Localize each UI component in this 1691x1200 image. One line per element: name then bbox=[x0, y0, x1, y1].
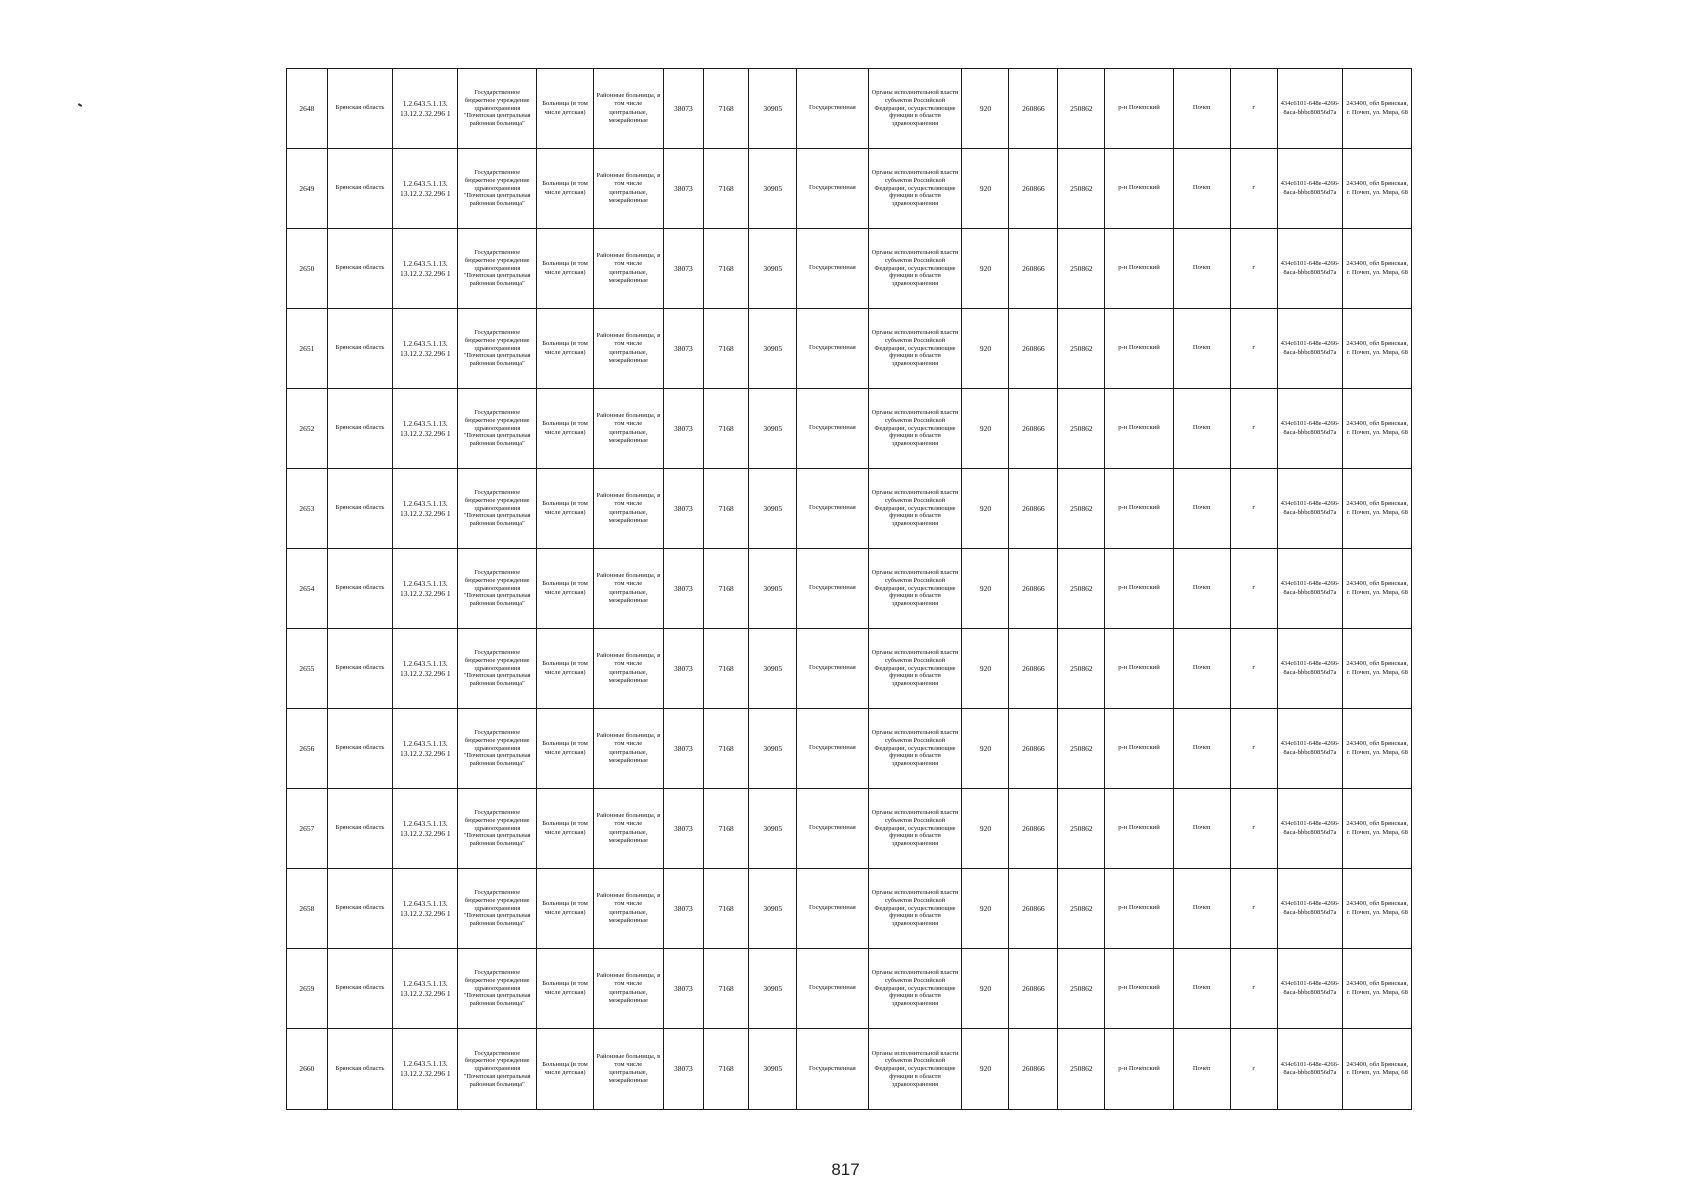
cell-category: Районные больницы, в том числе центральные, межрайонные bbox=[594, 549, 663, 629]
cell-address: 243400, обл Брянская, г. Почеп, ул. Мира, 68 bbox=[1343, 869, 1412, 949]
cell-category: Районные больницы, в том числе центральные, межрайонные bbox=[594, 229, 663, 309]
cell-code-6: 250862 bbox=[1058, 309, 1105, 389]
cell-district: р-н Почепский bbox=[1105, 309, 1173, 389]
cell-organization-name: Государственное бюджетное учреждение здравоохранения "Почепская центральная районная больница" bbox=[458, 469, 537, 549]
cell-address: 243400, обл Брянская, г. Почеп, ул. Мира, 68 bbox=[1343, 309, 1412, 389]
cell-authority: Органы исполнительной власти субъектов Российской Федерации, осуществляющие функции в области здравоохранения bbox=[868, 1029, 962, 1110]
cell-code-6: 250862 bbox=[1058, 949, 1105, 1029]
cell-authority: Органы исполнительной власти субъектов Российской Федерации, осуществляющие функции в области здравоохранения bbox=[868, 549, 962, 629]
table-row bbox=[287, 309, 1482, 389]
cell-code-6: 250862 bbox=[1058, 629, 1105, 709]
table-row bbox=[287, 629, 1482, 709]
cell-city-type: г bbox=[1230, 389, 1277, 469]
cell-code-5: 260866 bbox=[1009, 709, 1058, 789]
cell-code-6: 250862 bbox=[1058, 149, 1105, 229]
cell-ownership: Государственная bbox=[797, 949, 868, 1029]
cell-city-type: г bbox=[1230, 229, 1277, 309]
cell-code-2: 7168 bbox=[704, 389, 749, 469]
cell-guid: 434c6101-648e-4266-8aca-bbbc80856d7a bbox=[1277, 869, 1342, 949]
cell-organization-type: Больница (в том числе детская) bbox=[536, 869, 593, 949]
cell-organization-name: Государственное бюджетное учреждение здравоохранения "Почепская центральная районная больница" bbox=[458, 549, 537, 629]
cell-code-2: 7168 bbox=[704, 309, 749, 389]
cell-code-4: 920 bbox=[962, 309, 1009, 389]
cell-code-6: 250862 bbox=[1058, 549, 1105, 629]
cell-row-number: 2650 bbox=[287, 229, 328, 309]
cell-code-6: 250862 bbox=[1058, 869, 1105, 949]
cell-category: Районные больницы, в том числе центральные, межрайонные bbox=[594, 469, 663, 549]
cell-organization-name: Государственное бюджетное учреждение здравоохранения "Почепская центральная районная больница" bbox=[458, 69, 537, 149]
cell-organization-name: Государственное бюджетное учреждение здравоохранения "Почепская центральная районная больница" bbox=[458, 229, 537, 309]
cell-address: 243400, обл Брянская, г. Почеп, ул. Мира, 68 bbox=[1343, 949, 1412, 1029]
cell-district: р-н Почепский bbox=[1105, 469, 1173, 549]
cell-oid-code: 1.2.643.5.1.13. 13.12.2.32.296 1 bbox=[393, 229, 458, 309]
cell-code-5: 260866 bbox=[1009, 869, 1058, 949]
cell-code-5: 260866 bbox=[1009, 309, 1058, 389]
cell-address: 243400, обл Брянская, г. Почеп, ул. Мира, 68 bbox=[1343, 1029, 1412, 1110]
cell-code-4: 920 bbox=[962, 709, 1009, 789]
registry-table-body bbox=[287, 69, 1482, 1110]
cell-organization-name: Государственное бюджетное учреждение здравоохранения "Почепская центральная районная больница" bbox=[458, 709, 537, 789]
table-row bbox=[287, 229, 1482, 309]
cell-code-2: 7168 bbox=[704, 549, 749, 629]
cell-organization-type: Больница (в том числе детская) bbox=[536, 309, 593, 389]
page-number: 817 bbox=[831, 1160, 860, 1179]
cell-code-3: 30905 bbox=[749, 309, 797, 389]
cell-oid-code: 1.2.643.5.1.13. 13.12.2.32.296 1 bbox=[393, 149, 458, 229]
table-row bbox=[287, 1029, 1482, 1110]
cell-code-6: 250862 bbox=[1058, 69, 1105, 149]
cell-district: р-н Почепский bbox=[1105, 629, 1173, 709]
cell-region: Брянская область bbox=[327, 1029, 392, 1110]
cell-city: Почеп bbox=[1173, 309, 1230, 389]
cell-oid-code: 1.2.643.5.1.13. 13.12.2.32.296 1 bbox=[393, 469, 458, 549]
cell-code-3: 30905 bbox=[749, 469, 797, 549]
cell-address: 243400, обл Брянская, г. Почеп, ул. Мира, 68 bbox=[1343, 709, 1412, 789]
cell-city: Почеп bbox=[1173, 869, 1230, 949]
table-row bbox=[287, 469, 1482, 549]
cell-code-1: 38073 bbox=[663, 709, 704, 789]
cell-code-3: 30905 bbox=[749, 549, 797, 629]
cell-category: Районные больницы, в том числе центральные, межрайонные bbox=[594, 629, 663, 709]
cell-code-5: 260866 bbox=[1009, 389, 1058, 469]
cell-authority: Органы исполнительной власти субъектов Российской Федерации, осуществляющие функции в области здравоохранения bbox=[868, 309, 962, 389]
cell-category: Районные больницы, в том числе центральные, межрайонные bbox=[594, 149, 663, 229]
cell-code-4: 920 bbox=[962, 1029, 1009, 1110]
cell-organization-name: Государственное бюджетное учреждение здравоохранения "Почепская центральная районная больница" bbox=[458, 309, 537, 389]
cell-region: Брянская область bbox=[327, 949, 392, 1029]
cell-authority: Органы исполнительной власти субъектов Российской Федерации, осуществляющие функции в области здравоохранения bbox=[868, 149, 962, 229]
cell-city-type: г bbox=[1230, 469, 1277, 549]
cell-code-6: 250862 bbox=[1058, 789, 1105, 869]
cell-guid: 434c6101-648e-4266-8aca-bbbc80856d7a bbox=[1277, 389, 1342, 469]
cell-organization-type: Больница (в том числе детская) bbox=[536, 709, 593, 789]
cell-row-number: 2655 bbox=[287, 629, 328, 709]
cell-city: Почеп bbox=[1173, 949, 1230, 1029]
cell-code-5: 260866 bbox=[1009, 1029, 1058, 1110]
cell-city-type: г bbox=[1230, 789, 1277, 869]
cell-city-type: г bbox=[1230, 69, 1277, 149]
cell-organization-type: Больница (в том числе детская) bbox=[536, 389, 593, 469]
cell-guid: 434c6101-648e-4266-8aca-bbbc80856d7a bbox=[1277, 1029, 1342, 1110]
cell-code-4: 920 bbox=[962, 389, 1009, 469]
cell-oid-code: 1.2.643.5.1.13. 13.12.2.32.296 1 bbox=[393, 309, 458, 389]
cell-code-6: 250862 bbox=[1058, 389, 1105, 469]
cell-guid: 434c6101-648e-4266-8aca-bbbc80856d7a bbox=[1277, 549, 1342, 629]
cell-city: Почеп bbox=[1173, 229, 1230, 309]
cell-organization-name: Государственное бюджетное учреждение здравоохранения "Почепская центральная районная больница" bbox=[458, 869, 537, 949]
cell-category: Районные больницы, в том числе центральные, межрайонные bbox=[594, 949, 663, 1029]
cell-code-4: 920 bbox=[962, 869, 1009, 949]
cell-oid-code: 1.2.643.5.1.13. 13.12.2.32.296 1 bbox=[393, 389, 458, 469]
table-row bbox=[287, 949, 1482, 1029]
cell-address: 243400, обл Брянская, г. Почеп, ул. Мира, 68 bbox=[1343, 469, 1412, 549]
cell-oid-code: 1.2.643.5.1.13. 13.12.2.32.296 1 bbox=[393, 869, 458, 949]
cell-code-1: 38073 bbox=[663, 69, 704, 149]
cell-organization-type: Больница (в том числе детская) bbox=[536, 69, 593, 149]
cell-region: Брянская область bbox=[327, 469, 392, 549]
cell-address: 243400, обл Брянская, г. Почеп, ул. Мира, 68 bbox=[1343, 69, 1412, 149]
cell-authority: Органы исполнительной власти субъектов Российской Федерации, осуществляющие функции в области здравоохранения bbox=[868, 709, 962, 789]
cell-code-1: 38073 bbox=[663, 229, 704, 309]
cell-ownership: Государственная bbox=[797, 149, 868, 229]
cell-authority: Органы исполнительной власти субъектов Российской Федерации, осуществляющие функции в области здравоохранения bbox=[868, 469, 962, 549]
cell-district: р-н Почепский bbox=[1105, 1029, 1173, 1110]
cell-code-2: 7168 bbox=[704, 709, 749, 789]
cell-region: Брянская область bbox=[327, 69, 392, 149]
cell-city: Почеп bbox=[1173, 389, 1230, 469]
cell-city: Почеп bbox=[1173, 789, 1230, 869]
cell-oid-code: 1.2.643.5.1.13. 13.12.2.32.296 1 bbox=[393, 69, 458, 149]
cell-code-5: 260866 bbox=[1009, 149, 1058, 229]
cell-district: р-н Почепский bbox=[1105, 869, 1173, 949]
cell-oid-code: 1.2.643.5.1.13. 13.12.2.32.296 1 bbox=[393, 709, 458, 789]
table-row bbox=[287, 549, 1482, 629]
cell-city: Почеп bbox=[1173, 549, 1230, 629]
cell-organization-type: Больница (в том числе детская) bbox=[536, 789, 593, 869]
cell-row-number: 2649 bbox=[287, 149, 328, 229]
cell-code-4: 920 bbox=[962, 469, 1009, 549]
cell-code-4: 920 bbox=[962, 149, 1009, 229]
cell-code-4: 920 bbox=[962, 549, 1009, 629]
cell-ownership: Государственная bbox=[797, 709, 868, 789]
cell-code-3: 30905 bbox=[749, 149, 797, 229]
cell-authority: Органы исполнительной власти субъектов Российской Федерации, осуществляющие функции в области здравоохранения bbox=[868, 229, 962, 309]
cell-guid: 434c6101-648e-4266-8aca-bbbc80856d7a bbox=[1277, 629, 1342, 709]
cell-code-1: 38073 bbox=[663, 389, 704, 469]
cell-region: Брянская область bbox=[327, 229, 392, 309]
cell-category: Районные больницы, в том числе центральные, межрайонные bbox=[594, 869, 663, 949]
cell-city-type: г bbox=[1230, 629, 1277, 709]
cell-category: Районные больницы, в том числе центральные, межрайонные bbox=[594, 1029, 663, 1110]
cell-address: 243400, обл Брянская, г. Почеп, ул. Мира, 68 bbox=[1343, 149, 1412, 229]
cell-row-number: 2653 bbox=[287, 469, 328, 549]
cell-guid: 434c6101-648e-4266-8aca-bbbc80856d7a bbox=[1277, 229, 1342, 309]
cell-ownership: Государственная bbox=[797, 389, 868, 469]
cell-city-type: г bbox=[1230, 869, 1277, 949]
cell-code-3: 30905 bbox=[749, 69, 797, 149]
cell-city: Почеп bbox=[1173, 149, 1230, 229]
cell-region: Брянская область bbox=[327, 549, 392, 629]
cell-code-3: 30905 bbox=[749, 789, 797, 869]
cell-city-type: г bbox=[1230, 149, 1277, 229]
table-row bbox=[287, 869, 1482, 949]
cell-code-4: 920 bbox=[962, 629, 1009, 709]
cell-district: р-н Почепский bbox=[1105, 389, 1173, 469]
cell-guid: 434c6101-648e-4266-8aca-bbbc80856d7a bbox=[1277, 149, 1342, 229]
cell-region: Брянская область bbox=[327, 869, 392, 949]
cell-city: Почеп bbox=[1173, 1029, 1230, 1110]
cell-code-6: 250862 bbox=[1058, 229, 1105, 309]
cell-address: 243400, обл Брянская, г. Почеп, ул. Мира, 68 bbox=[1343, 229, 1412, 309]
cell-code-3: 30905 bbox=[749, 1029, 797, 1110]
cell-category: Районные больницы, в том числе центральные, межрайонные bbox=[594, 389, 663, 469]
cell-guid: 434c6101-648e-4266-8aca-bbbc80856d7a bbox=[1277, 469, 1342, 549]
cell-code-5: 260866 bbox=[1009, 229, 1058, 309]
cell-region: Брянская область bbox=[327, 789, 392, 869]
cell-code-2: 7168 bbox=[704, 69, 749, 149]
cell-row-number: 2656 bbox=[287, 709, 328, 789]
cell-address: 243400, обл Брянская, г. Почеп, ул. Мира, 68 bbox=[1343, 629, 1412, 709]
cell-ownership: Государственная bbox=[797, 469, 868, 549]
cell-city-type: г bbox=[1230, 1029, 1277, 1110]
cell-row-number: 2658 bbox=[287, 869, 328, 949]
cell-city: Почеп bbox=[1173, 469, 1230, 549]
cell-ownership: Государственная bbox=[797, 549, 868, 629]
cell-code-5: 260866 bbox=[1009, 949, 1058, 1029]
cell-code-4: 920 bbox=[962, 229, 1009, 309]
table-row bbox=[287, 709, 1482, 789]
cell-oid-code: 1.2.643.5.1.13. 13.12.2.32.296 1 bbox=[393, 949, 458, 1029]
cell-category: Районные больницы, в том числе центральные, межрайонные bbox=[594, 69, 663, 149]
cell-district: р-н Почепский bbox=[1105, 149, 1173, 229]
registry-table bbox=[286, 68, 1482, 1110]
cell-region: Брянская область bbox=[327, 389, 392, 469]
cell-row-number: 2648 bbox=[287, 69, 328, 149]
cell-code-3: 30905 bbox=[749, 629, 797, 709]
table-row bbox=[287, 389, 1482, 469]
cell-authority: Органы исполнительной власти субъектов Российской Федерации, осуществляющие функции в области здравоохранения bbox=[868, 629, 962, 709]
cell-organization-name: Государственное бюджетное учреждение здравоохранения "Почепская центральная районная больница" bbox=[458, 629, 537, 709]
cell-city: Почеп bbox=[1173, 69, 1230, 149]
cell-address: 243400, обл Брянская, г. Почеп, ул. Мира, 68 bbox=[1343, 389, 1412, 469]
cell-code-1: 38073 bbox=[663, 629, 704, 709]
cell-region: Брянская область bbox=[327, 309, 392, 389]
table-row bbox=[287, 789, 1482, 869]
cell-organization-type: Больница (в том числе детская) bbox=[536, 469, 593, 549]
cell-address: 243400, обл Брянская, г. Почеп, ул. Мира, 68 bbox=[1343, 789, 1412, 869]
cell-code-6: 250862 bbox=[1058, 709, 1105, 789]
cell-category: Районные больницы, в том числе центральные, межрайонные bbox=[594, 309, 663, 389]
cell-code-5: 260866 bbox=[1009, 549, 1058, 629]
cell-code-2: 7168 bbox=[704, 469, 749, 549]
cell-organization-name: Государственное бюджетное учреждение здравоохранения "Почепская центральная районная больница" bbox=[458, 149, 537, 229]
cell-code-3: 30905 bbox=[749, 229, 797, 309]
cell-organization-name: Государственное бюджетное учреждение здравоохранения "Почепская центральная районная больница" bbox=[458, 1029, 537, 1110]
cell-district: р-н Почепский bbox=[1105, 709, 1173, 789]
cell-code-2: 7168 bbox=[704, 789, 749, 869]
cell-code-1: 38073 bbox=[663, 789, 704, 869]
cell-code-2: 7168 bbox=[704, 869, 749, 949]
cell-region: Брянская область bbox=[327, 709, 392, 789]
cell-code-5: 260866 bbox=[1009, 629, 1058, 709]
cell-guid: 434c6101-648e-4266-8aca-bbbc80856d7a bbox=[1277, 69, 1342, 149]
cell-category: Районные больницы, в том числе центральные, межрайонные bbox=[594, 789, 663, 869]
cell-row-number: 2654 bbox=[287, 549, 328, 629]
cell-category: Районные больницы, в том числе центральные, межрайонные bbox=[594, 709, 663, 789]
cell-code-1: 38073 bbox=[663, 869, 704, 949]
cell-authority: Органы исполнительной власти субъектов Российской Федерации, осуществляющие функции в области здравоохранения bbox=[868, 389, 962, 469]
cell-organization-type: Больница (в том числе детская) bbox=[536, 1029, 593, 1110]
cell-code-2: 7168 bbox=[704, 229, 749, 309]
cell-organization-type: Больница (в том числе детская) bbox=[536, 549, 593, 629]
cell-guid: 434c6101-648e-4266-8aca-bbbc80856d7a bbox=[1277, 709, 1342, 789]
cell-code-1: 38073 bbox=[663, 149, 704, 229]
scan-stray-mark bbox=[78, 103, 82, 107]
cell-city-type: г bbox=[1230, 709, 1277, 789]
cell-organization-name: Государственное бюджетное учреждение здравоохранения "Почепская центральная районная больница" bbox=[458, 789, 537, 869]
cell-code-4: 920 bbox=[962, 949, 1009, 1029]
cell-ownership: Государственная bbox=[797, 869, 868, 949]
cell-code-2: 7168 bbox=[704, 1029, 749, 1110]
cell-guid: 434c6101-648e-4266-8aca-bbbc80856d7a bbox=[1277, 949, 1342, 1029]
cell-code-3: 30905 bbox=[749, 389, 797, 469]
cell-code-1: 38073 bbox=[663, 1029, 704, 1110]
cell-district: р-н Почепский bbox=[1105, 549, 1173, 629]
cell-oid-code: 1.2.643.5.1.13. 13.12.2.32.296 1 bbox=[393, 549, 458, 629]
cell-code-3: 30905 bbox=[749, 869, 797, 949]
cell-code-4: 920 bbox=[962, 789, 1009, 869]
cell-organization-type: Больница (в том числе детская) bbox=[536, 149, 593, 229]
cell-code-4: 920 bbox=[962, 69, 1009, 149]
cell-region: Брянская область bbox=[327, 149, 392, 229]
cell-oid-code: 1.2.643.5.1.13. 13.12.2.32.296 1 bbox=[393, 1029, 458, 1110]
cell-organization-type: Больница (в том числе детская) bbox=[536, 949, 593, 1029]
cell-district: р-н Почепский bbox=[1105, 949, 1173, 1029]
cell-guid: 434c6101-648e-4266-8aca-bbbc80856d7a bbox=[1277, 789, 1342, 869]
cell-address: 243400, обл Брянская, г. Почеп, ул. Мира, 68 bbox=[1343, 549, 1412, 629]
table-row bbox=[287, 69, 1482, 149]
cell-city-type: г bbox=[1230, 549, 1277, 629]
cell-guid: 434c6101-648e-4266-8aca-bbbc80856d7a bbox=[1277, 309, 1342, 389]
cell-organization-type: Больница (в том числе детская) bbox=[536, 229, 593, 309]
cell-row-number: 2657 bbox=[287, 789, 328, 869]
cell-ownership: Государственная bbox=[797, 629, 868, 709]
cell-code-2: 7168 bbox=[704, 949, 749, 1029]
cell-code-5: 260866 bbox=[1009, 69, 1058, 149]
cell-row-number: 2659 bbox=[287, 949, 328, 1029]
cell-code-6: 250862 bbox=[1058, 1029, 1105, 1110]
cell-region: Брянская область bbox=[327, 629, 392, 709]
table-row bbox=[287, 149, 1482, 229]
cell-row-number: 2652 bbox=[287, 389, 328, 469]
cell-code-1: 38073 bbox=[663, 309, 704, 389]
cell-authority: Органы исполнительной власти субъектов Российской Федерации, осуществляющие функции в области здравоохранения bbox=[868, 949, 962, 1029]
cell-ownership: Государственная bbox=[797, 309, 868, 389]
cell-authority: Органы исполнительной власти субъектов Российской Федерации, осуществляющие функции в области здравоохранения bbox=[868, 869, 962, 949]
cell-district: р-н Почепский bbox=[1105, 229, 1173, 309]
cell-district: р-н Почепский bbox=[1105, 789, 1173, 869]
cell-ownership: Государственная bbox=[797, 69, 868, 149]
cell-code-5: 260866 bbox=[1009, 789, 1058, 869]
cell-organization-type: Больница (в том числе детская) bbox=[536, 629, 593, 709]
cell-ownership: Государственная bbox=[797, 789, 868, 869]
cell-organization-name: Государственное бюджетное учреждение здравоохранения "Почепская центральная районная больница" bbox=[458, 949, 537, 1029]
cell-authority: Органы исполнительной власти субъектов Российской Федерации, осуществляющие функции в области здравоохранения bbox=[868, 69, 962, 149]
cell-ownership: Государственная bbox=[797, 229, 868, 309]
cell-ownership: Государственная bbox=[797, 1029, 868, 1110]
cell-row-number: 2651 bbox=[287, 309, 328, 389]
cell-code-1: 38073 bbox=[663, 549, 704, 629]
cell-code-6: 250862 bbox=[1058, 469, 1105, 549]
cell-code-2: 7168 bbox=[704, 149, 749, 229]
cell-authority: Органы исполнительной власти субъектов Российской Федерации, осуществляющие функции в области здравоохранения bbox=[868, 789, 962, 869]
cell-code-1: 38073 bbox=[663, 949, 704, 1029]
cell-code-3: 30905 bbox=[749, 709, 797, 789]
cell-organization-name: Государственное бюджетное учреждение здравоохранения "Почепская центральная районная больница" bbox=[458, 389, 537, 469]
cell-city-type: г bbox=[1230, 949, 1277, 1029]
cell-code-5: 260866 bbox=[1009, 469, 1058, 549]
cell-oid-code: 1.2.643.5.1.13. 13.12.2.32.296 1 bbox=[393, 629, 458, 709]
cell-district: р-н Почепский bbox=[1105, 69, 1173, 149]
cell-oid-code: 1.2.643.5.1.13. 13.12.2.32.296 1 bbox=[393, 789, 458, 869]
cell-row-number: 2660 bbox=[287, 1029, 328, 1110]
cell-city: Почеп bbox=[1173, 629, 1230, 709]
cell-code-3: 30905 bbox=[749, 949, 797, 1029]
cell-city-type: г bbox=[1230, 309, 1277, 389]
cell-city: Почеп bbox=[1173, 709, 1230, 789]
cell-code-2: 7168 bbox=[704, 629, 749, 709]
cell-code-1: 38073 bbox=[663, 469, 704, 549]
